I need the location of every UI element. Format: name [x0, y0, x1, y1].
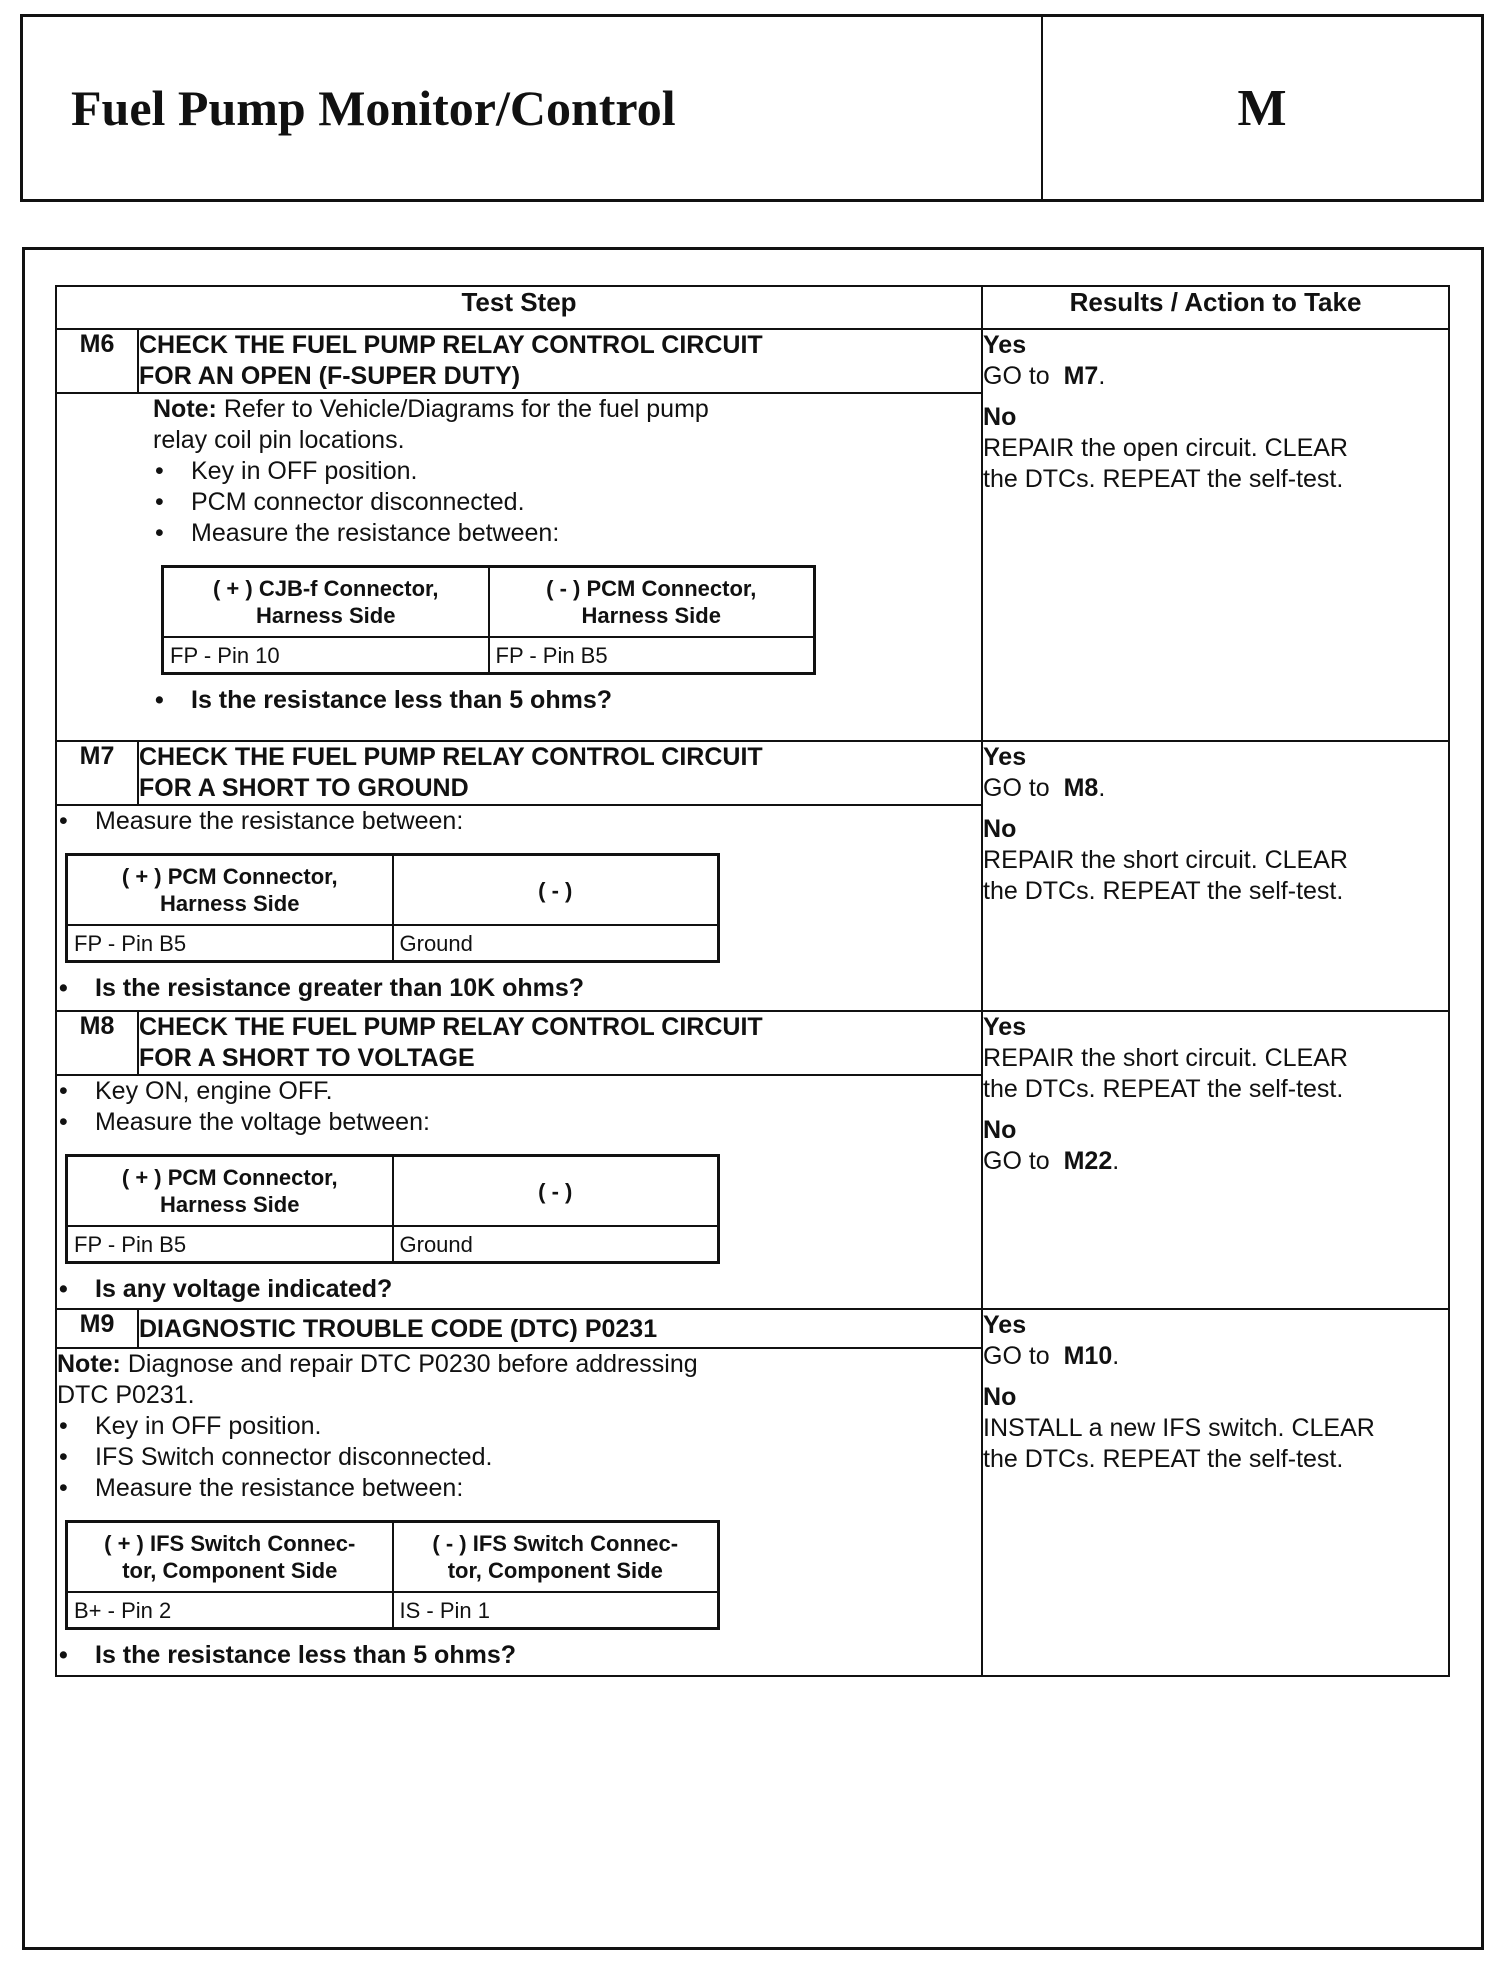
- step-id: M9: [56, 1309, 138, 1348]
- meas-value-minus: Ground: [393, 1226, 719, 1263]
- step-bullets: [153, 456, 981, 549]
- meas-header-minus: ( - ): [393, 855, 719, 926]
- meas-value-plus: B+ - Pin 2: [67, 1592, 393, 1629]
- no-action-line: the DTCs. REPEAT the self-test.: [983, 465, 1344, 493]
- step-result: Yes REPAIR the short circuit. CLEAR the DTCs. REPEAT the self-test. No GO to M22.: [982, 1011, 1449, 1309]
- step-note-cont: relay coil pin locations.: [153, 426, 405, 454]
- step-body: [56, 1075, 982, 1309]
- page-title: Fuel Pump Monitor/Control: [23, 17, 1043, 199]
- step-title-row: [56, 741, 1449, 805]
- step-question: • Is the resistance greater than 10K ohms?: [57, 973, 981, 1004]
- yes-action: GO to M7.: [983, 362, 1106, 390]
- step-id: M6: [56, 329, 138, 393]
- step-result: Yes GO to M8. No REPAIR the short circuit. CLEAR the DTCs. REPEAT the self-test.: [982, 741, 1449, 1011]
- step-question: • Is any voltage indicated?: [57, 1274, 981, 1305]
- yes-label: Yes: [983, 743, 1027, 771]
- step-body: [56, 1348, 982, 1676]
- test-step-table: [55, 285, 1450, 1677]
- step-title: CHECK THE FUEL PUMP RELAY CONTROL CIRCUIT FOR A SHORT TO GROUND: [138, 741, 982, 805]
- measurement-table: [65, 1154, 720, 1264]
- step-body: [56, 393, 982, 741]
- list-item: • PCM connector disconnected.: [153, 487, 981, 518]
- list-item: • IFS Switch connector disconnected.: [57, 1442, 981, 1473]
- meas-header-plus: ( + ) IFS Switch Connec- tor, Component Side: [67, 1522, 393, 1593]
- step-question: • Is the resistance less than 5 ohms?: [57, 1640, 981, 1671]
- meas-value-minus: IS - Pin 1: [393, 1592, 719, 1629]
- step-note-cont: DTC P0231.: [57, 1381, 195, 1409]
- step-result: [982, 329, 1449, 741]
- step-id: M7: [56, 741, 138, 805]
- measurement-table: [161, 565, 816, 675]
- section-letter: M: [1237, 79, 1287, 137]
- meas-header-minus: ( - ) IFS Switch Connec- tor, Component Side: [393, 1522, 719, 1593]
- step-title: [138, 329, 982, 393]
- step-title: DIAGNOSTIC TROUBLE CODE (DTC) P0231: [138, 1309, 982, 1348]
- step-title: CHECK THE FUEL PUMP RELAY CONTROL CIRCUIT FOR A SHORT TO VOLTAGE: [138, 1011, 982, 1075]
- measurement-table: [65, 1520, 720, 1630]
- yes-label: Yes: [983, 1013, 1027, 1041]
- no-label: No: [983, 1383, 1017, 1411]
- step-body: [56, 805, 982, 1011]
- meas-header-plus: ( + ) CJB-f Connector, Harness Side: [163, 567, 489, 638]
- no-label: No: [983, 1116, 1017, 1144]
- yes-action: GO to M8.: [983, 774, 1106, 802]
- table-header-row: [56, 286, 1449, 329]
- step-title-row: [56, 329, 1449, 393]
- measurement-table: [65, 853, 720, 963]
- meas-value-plus: FP - Pin 10: [163, 637, 489, 674]
- list-item: • Measure the resistance between:: [57, 1473, 981, 1504]
- step-id: M8: [56, 1011, 138, 1075]
- list-item: • Measure the voltage between:: [57, 1107, 981, 1138]
- no-label: No: [983, 815, 1017, 843]
- meas-header-minus: ( - ) PCM Connector, Harness Side: [489, 567, 815, 638]
- step-title-row: [56, 1011, 1449, 1075]
- list-item: • Key in OFF position.: [57, 1411, 981, 1442]
- no-action: GO to M22.: [983, 1147, 1120, 1175]
- col-header-test-step: Test Step: [56, 286, 982, 329]
- col-header-results: Results / Action to Take: [982, 286, 1449, 329]
- yes-label: Yes: [983, 331, 1027, 359]
- list-item: • Key in OFF position.: [153, 456, 981, 487]
- step-question: • Is the resistance less than 5 ohms?: [153, 685, 981, 716]
- meas-header-minus: ( - ): [393, 1156, 719, 1227]
- list-item: • Measure the resistance between:: [57, 806, 981, 837]
- list-item: • Measure the resistance between:: [153, 518, 981, 549]
- step-title-row: [56, 1309, 1449, 1348]
- step-title-line: FOR AN OPEN (F-SUPER DUTY): [139, 362, 521, 390]
- step-note: Note: Diagnose and repair DTC P0230 before addressing: [57, 1350, 698, 1378]
- meas-value-minus: Ground: [393, 925, 719, 962]
- yes-action: GO to M10.: [983, 1342, 1120, 1370]
- meas-value-plus: FP - Pin B5: [67, 1226, 393, 1263]
- step-title-line: CHECK THE FUEL PUMP RELAY CONTROL CIRCUIT: [139, 331, 763, 359]
- step-note: Note: Refer to Vehicle/Diagrams for the fuel pump: [153, 395, 709, 423]
- meas-value-minus: FP - Pin B5: [489, 637, 815, 674]
- meas-value-plus: FP - Pin B5: [67, 925, 393, 962]
- meas-header-plus: ( + ) PCM Connector, Harness Side: [67, 855, 393, 926]
- meas-header-plus: ( + ) PCM Connector, Harness Side: [67, 1156, 393, 1227]
- step-result: Yes GO to M10. No INSTALL a new IFS switch. CLEAR the DTCs. REPEAT the self-test.: [982, 1309, 1449, 1676]
- page-header: [20, 14, 1484, 202]
- no-label: No: [983, 403, 1017, 431]
- yes-label: Yes: [983, 1311, 1027, 1339]
- list-item: • Key ON, engine OFF.: [57, 1076, 981, 1107]
- no-action-line: REPAIR the open circuit. CLEAR: [983, 434, 1348, 462]
